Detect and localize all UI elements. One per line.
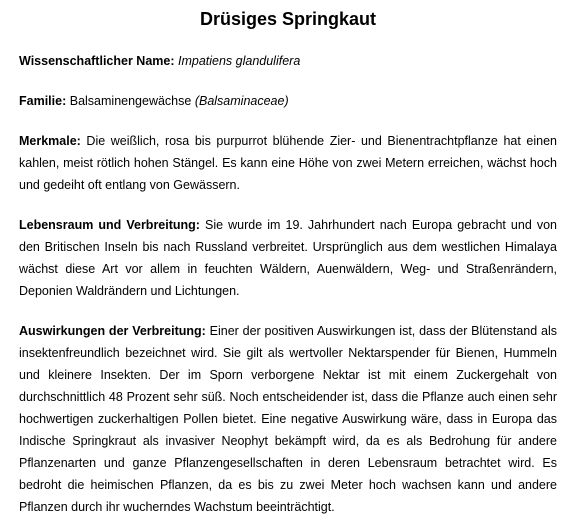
impact-paragraph [19, 320, 557, 518]
family-paragraph [19, 90, 557, 112]
scientific-name-paragraph [19, 50, 557, 72]
impact-text: Einer der positiven Auswirkungen ist, dass der Blütenstand als insektenfreundlich bezeichnet wird. Sie gilt als wertvoller Nektarspender für Bienen, Hummeln und kleinere Insekten. Der im Sporn verborgene Nektar ist mit einem Zuckergehalt von durchschnittlich 48 Prozent sehr süß. Noch entscheidender ist, dass die Pflanze auch einen sehr hochwertigen zuckerhaltigen Pollen bietet. Eine negative Auswirkung wäre, dass in Europa das Indische Springkraut als invasiver Neophyt bekämpft wird, da es als Bedrohung für andere Pflanzenarten und ganze Pflanzengesellschaften in deren Lebensraum betrachtet wird. Es bedroht die heimischen Pflanzen, da es bis zu zwei Meter hoch wachsen kann und andere Pflanzen durch ihr wucherndes Wachstum beeinträchtigt. [19, 324, 557, 514]
habitat-paragraph [19, 214, 557, 302]
family-label: Familie: [19, 94, 67, 108]
scientific-name-value: Impatiens glandulifera [177, 54, 301, 68]
features-label: Merkmale: [19, 134, 81, 148]
document-title: Drüsiges Springkaut [199, 9, 377, 29]
impact-label: Auswirkungen der Verbreitung: [19, 324, 206, 338]
habitat-label: Lebensraum und Verbreitung: [19, 218, 200, 232]
features-paragraph [19, 130, 557, 196]
features-text: Die weißlich, rosa bis purpurrot blühende Zier- und Bienentrachtpflanze hat einen kahlen, meist rötlich hohen Stängel. Es kann eine Höhe von zwei Metern erreichen, wächst hoch und gedeiht oft entlang von Gewässern. [19, 134, 557, 192]
family-value: Balsaminengewächse [69, 94, 192, 108]
family-latin-value: (Balsaminaceae) [194, 94, 289, 108]
habitat-text: Sie wurde im 19. Jahrhundert nach Europa gebracht und von den Britischen Inseln bis nach Russland verbreitet. Ursprünglich aus dem westlichen Himalaya wächst diese Art vor allem in feuchten Wäldern, Auenwäldern, Weg- und Straßenrändern, Deponien Waldrändern und Lichtungen. [19, 218, 557, 298]
scientific-name-label: Wissenschaftlicher Name: [19, 54, 175, 68]
